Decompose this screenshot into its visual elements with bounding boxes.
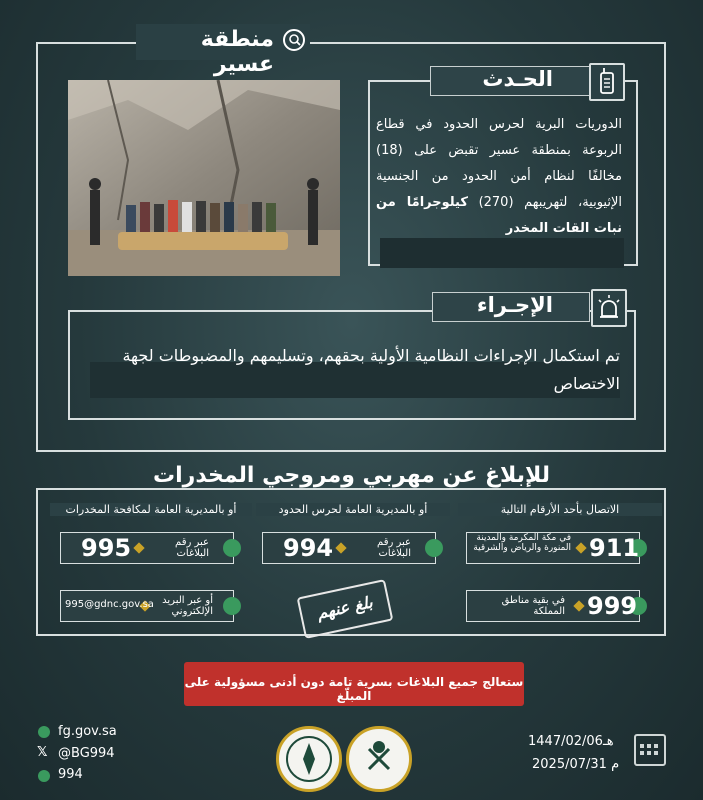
footer-phone[interactable]: 994: [58, 767, 83, 782]
number-999-label: في بقية مناطق المملكة: [501, 595, 565, 617]
calendar-icon: [634, 734, 666, 766]
hijri-date: 1447/02/06هـ: [528, 734, 614, 749]
x-icon: 𝕏: [37, 745, 48, 760]
col2-head: أو بالمديرية العامة لحرس الحدود: [256, 503, 450, 516]
number-995-box[interactable]: [60, 532, 234, 564]
col3-head: أو بالمديرية العامة لمكافحة المخدرات: [50, 503, 252, 516]
action-tag: [432, 292, 590, 322]
event-tag: [430, 66, 590, 96]
x-handle[interactable]: @BG994: [58, 746, 115, 761]
number-999: 999: [587, 592, 638, 620]
globe-icon: [38, 726, 50, 738]
phone-icon: [38, 770, 50, 782]
event-highlight-strip: [380, 238, 624, 268]
col1-head: الاتصال بأحد الأرقام التالية: [458, 503, 662, 516]
diamond-icon: [335, 542, 346, 553]
gregorian-date: 2025/07/31 م: [532, 757, 620, 772]
number-995: 995: [81, 534, 132, 562]
event-photo: [68, 80, 340, 276]
number-999-box[interactable]: [466, 590, 640, 622]
banner-text: ستعالج جميع البلاغات بسرية تامة دون أدنى مسؤولية على المبلّغ: [184, 675, 524, 703]
email-address[interactable]: 995@gdnc.gov.sa: [65, 599, 154, 610]
number-994-label: عبر رقم البلاغات: [377, 537, 411, 559]
confidentiality-banner: [184, 662, 524, 706]
event-title: الحـدث: [482, 67, 553, 91]
event-text: [376, 112, 622, 242]
event-body: الدوريات البرية لحرس الحدود في قطاع الربوعة بمنطقة عسير تقبض على (18) مخالفًا لنظام أمن الحدود من الجنسية الإثيوبية، لتهريبهم (270): [376, 117, 622, 210]
action-text: تم استكمال الإجراءات النظامية الأولية بحقهم، وتسليمهم والمضبوطات لجهة الاختصاص: [122, 346, 620, 393]
mail-icon: [223, 597, 241, 615]
diamond-icon: [575, 542, 586, 553]
region-tag: [136, 24, 310, 77]
number-911-box[interactable]: [466, 532, 640, 564]
number-994: 994: [283, 534, 334, 562]
border-guard-seal: [276, 726, 342, 792]
location-search-icon: [282, 28, 306, 52]
radio-icon: [589, 63, 625, 101]
action-title: الإجـراء: [476, 293, 553, 317]
number-994-box[interactable]: [262, 532, 436, 564]
siren-icon: [591, 289, 627, 327]
region-name: منطقة عسير: [200, 27, 274, 77]
saudi-emblem-seal: [346, 726, 412, 792]
event-body-bold: كيلوجرامًا من نبات القات المخدر: [376, 195, 622, 236]
phone-icon: [425, 539, 443, 557]
email-label: أو عبر البريد الإلكتروني: [162, 595, 213, 617]
phone-icon: [223, 539, 241, 557]
diamond-icon: [133, 542, 144, 553]
report-title: للإبلاغ عن مهربي ومروجي المخدرات: [153, 463, 550, 488]
number-911: 911: [589, 534, 640, 562]
number-995-label: عبر رقم البلاغات: [175, 537, 209, 559]
stamp-text: بلغ عنهم: [315, 592, 375, 623]
website-link[interactable]: fg.gov.sa: [58, 724, 117, 739]
email-box[interactable]: [60, 590, 234, 622]
number-911-label: في مكة المكرمة والمدينة المنورة والرياض والشرقية: [473, 533, 571, 553]
diamond-icon: [573, 600, 584, 611]
